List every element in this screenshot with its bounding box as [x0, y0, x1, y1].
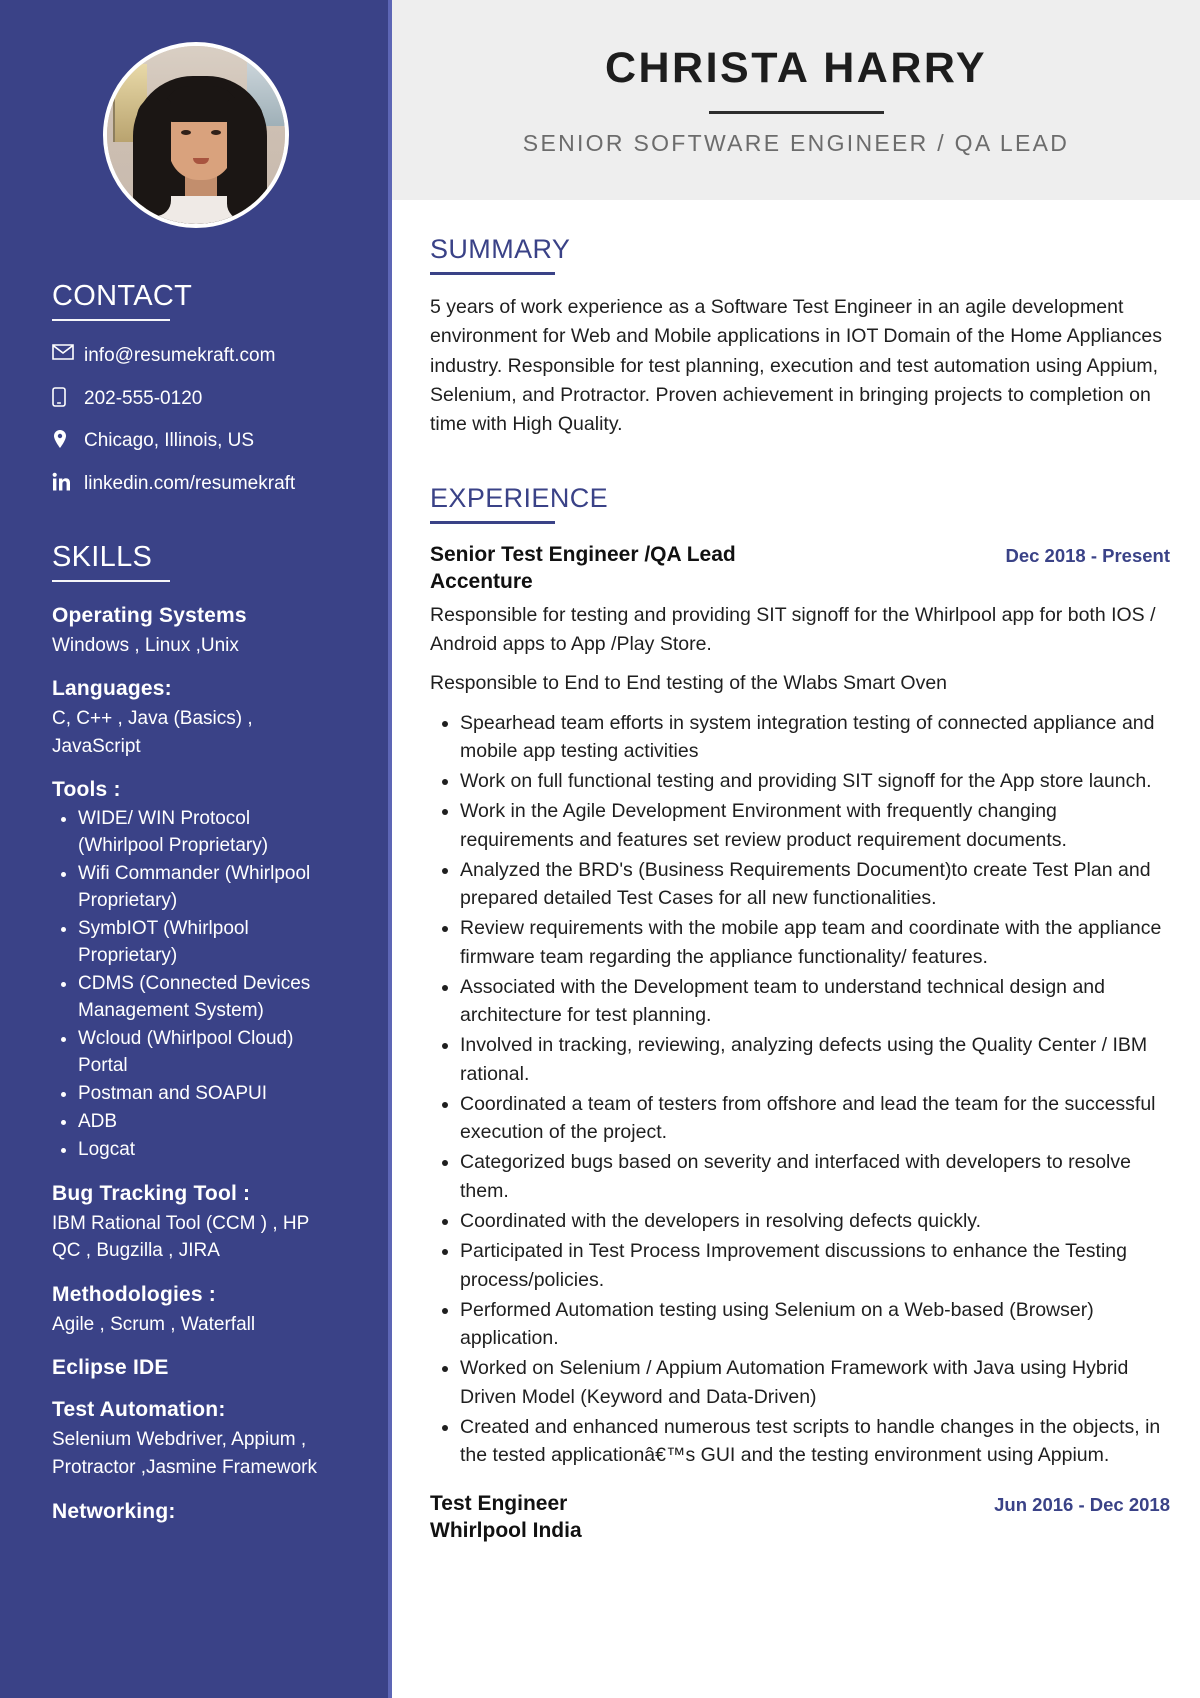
envelope-icon [52, 344, 78, 360]
name-rule [709, 111, 884, 114]
skill-group-text: IBM Rational Tool (CCM ) , HP QC , Bugzilla , JIRA [52, 1212, 309, 1262]
avatar-eye-right [211, 130, 221, 135]
skill-group-networking [52, 1500, 340, 1524]
list-item: • Postman and SOAPUI [78, 1081, 340, 1108]
avatar-hair-right [227, 98, 263, 220]
job-intro-2: Responsible to End to End testing of the Wlabs Smart Oven [430, 672, 948, 695]
contact-heading: CONTACT [52, 280, 193, 312]
experience-heading-rule [430, 521, 555, 524]
list-item: • Logcat [78, 1137, 340, 1164]
experience-item-2 [430, 1491, 1170, 1550]
experience-item-1 [430, 542, 1170, 1469]
list-item: • Categorized bugs based on severity and interfaced with developers to resolve them. [460, 1148, 1170, 1205]
avatar [103, 42, 289, 228]
list-item: • Review requirements with the mobile app team and coordinate with the appliance firmware team regarding the appliance functionality/ features. [460, 914, 1170, 971]
job-title: Senior Test Engineer /QA Lead [430, 543, 736, 567]
sidebar [0, 0, 392, 1698]
contact-linkedin-text: linkedin.com/resumekraft [84, 472, 296, 494]
list-item: • Work in the Agile Development Environment with frequently changing requirements and features set review product requirement documents. [460, 797, 1170, 854]
skill-group-text: Agile , Scrum , Waterfall [52, 1313, 256, 1335]
skill-group-title: Operating Systems [52, 603, 247, 627]
list-item: • Wcloud (Whirlpool Cloud) Portal [78, 1026, 340, 1080]
job-bullets [430, 709, 1170, 1470]
list-item: • Associated with the Development team to understand technical design and architecture for test planning. [460, 973, 1170, 1030]
phone-icon [52, 387, 78, 407]
contact-item-location[interactable] [52, 428, 340, 454]
list-item: • ADB [78, 1109, 340, 1136]
skill-group-text: Selenium Webdriver, Appium , Protractor ,Jasmine Framework [52, 1429, 318, 1478]
list-item: • Participated in Test Process Improvement discussions to enhance the Testing process/policies. [460, 1237, 1170, 1294]
skill-group-title: Eclipse IDE [52, 1356, 169, 1380]
summary-heading-rule [430, 272, 555, 275]
summary-text: 5 years of work experience as a Software Test Engineer in an agile development environment for Web and Mobile applications in IOT Domain of the Home Appliances industry. Responsible for test planning, execution and test automation using Appium, Selenium, and Protractor. Proven achievement in bringing projects to completion on time with High Quality. [430, 296, 1163, 435]
skill-group-title: Languages: [52, 677, 172, 701]
list-item: • Coordinated a team of testers from offshore and lead the team for the successful execution of the project. [460, 1090, 1170, 1147]
list-item: • Worked on Selenium / Appium Automation Framework with Java using Hybrid Driven Model (Keyword and Data-Driven) [460, 1354, 1170, 1411]
skill-group-tools [52, 778, 340, 1164]
skill-group-text: C, C++ , Java (Basics) , JavaScript [52, 708, 253, 757]
list-item: • SymbIOT (Whirlpool Proprietary) [78, 916, 340, 970]
skill-group-test-automation [52, 1398, 340, 1481]
avatar-hair-left [137, 98, 171, 216]
list-item: • Work on full functional testing and providing SIT signoff for the App store launch. [460, 767, 1170, 795]
summary-heading: SUMMARY [430, 234, 571, 264]
experience-heading: EXPERIENCE [430, 483, 609, 514]
list-item: • Coordinated with the developers in resolving defects quickly. [460, 1207, 1170, 1235]
linkedin-icon [52, 472, 78, 492]
location-pin-icon [52, 429, 78, 449]
skill-group-text: Windows , Linux ,Unix [52, 634, 239, 656]
skill-group-languages [52, 677, 340, 760]
skills-heading-rule [52, 580, 170, 582]
list-item: • Wifi Commander (Whirlpool Proprietary) [78, 861, 340, 915]
contact-item-phone[interactable] [52, 386, 340, 412]
list-item: • Created and enhanced numerous test scripts to handle changes in the objects, in the tested applicationâ€™s GUI and the testing environment using Appium. [460, 1413, 1170, 1470]
job-date: Jun 2016 - Dec 2018 [994, 1494, 1170, 1516]
skill-group-eclipse-ide [52, 1356, 340, 1380]
list-item: • Performed Automation testing using Selenium on a Web-based (Browser) application. [460, 1296, 1170, 1353]
job-intro-1: Responsible for testing and providing SIT signoff for the Whirlpool app for both IOS / Android apps to App /Play Store. [430, 603, 1156, 655]
skill-group-title: Bug Tracking Tool : [52, 1181, 251, 1205]
job-date: Dec 2018 - Present [1005, 545, 1170, 567]
skill-group-bug-tracking [52, 1182, 340, 1265]
skill-group-title: Methodologies : [52, 1282, 216, 1306]
job-company: Accenture [430, 569, 533, 593]
contact-location-text: Chicago, Illinois, US [84, 430, 255, 452]
list-item: • CDMS (Connected Devices Management System) [78, 971, 340, 1025]
skill-tools-list [52, 806, 340, 1164]
list-item: • Spearhead team efforts in system integration testing of connected appliance and mobile app testing activities [460, 709, 1170, 766]
contact-phone-text: 202-555-0120 [84, 387, 203, 409]
skill-group-title: Test Automation: [52, 1398, 226, 1422]
skill-group-title: Tools : [52, 778, 121, 802]
list-item: • Analyzed the BRD's (Business Requirements Document)to create Test Plan and prepared detailed Test Cases for all new functionalities. [460, 856, 1170, 913]
skill-group-operating-systems [52, 604, 340, 660]
job-title: Test Engineer [430, 1492, 568, 1516]
page-title: CHRISTA HARRY [604, 43, 988, 92]
main-content [392, 0, 1200, 1698]
contact-list [52, 343, 340, 497]
skill-group-methodologies [52, 1283, 340, 1339]
contact-item-linkedin[interactable] [52, 471, 340, 497]
skill-group-title: Networking: [52, 1499, 176, 1523]
skills-heading: SKILLS [52, 540, 153, 573]
avatar-eye-left [181, 130, 191, 135]
contact-email-text: info@resumekraft.com [84, 345, 276, 366]
list-item: • WIDE/ WIN Protocol (Whirlpool Proprietary) [78, 806, 340, 860]
job-role-subtitle: SENIOR SOFTWARE ENGINEER / QA LEAD [522, 129, 1070, 156]
contact-heading-rule [52, 319, 170, 321]
job-company: Whirlpool India [430, 1518, 582, 1542]
name-banner [392, 0, 1200, 200]
list-item: • Involved in tracking, reviewing, analyzing defects using the Quality Center / IBM rational. [460, 1031, 1170, 1088]
contact-item-email[interactable] [52, 343, 340, 369]
